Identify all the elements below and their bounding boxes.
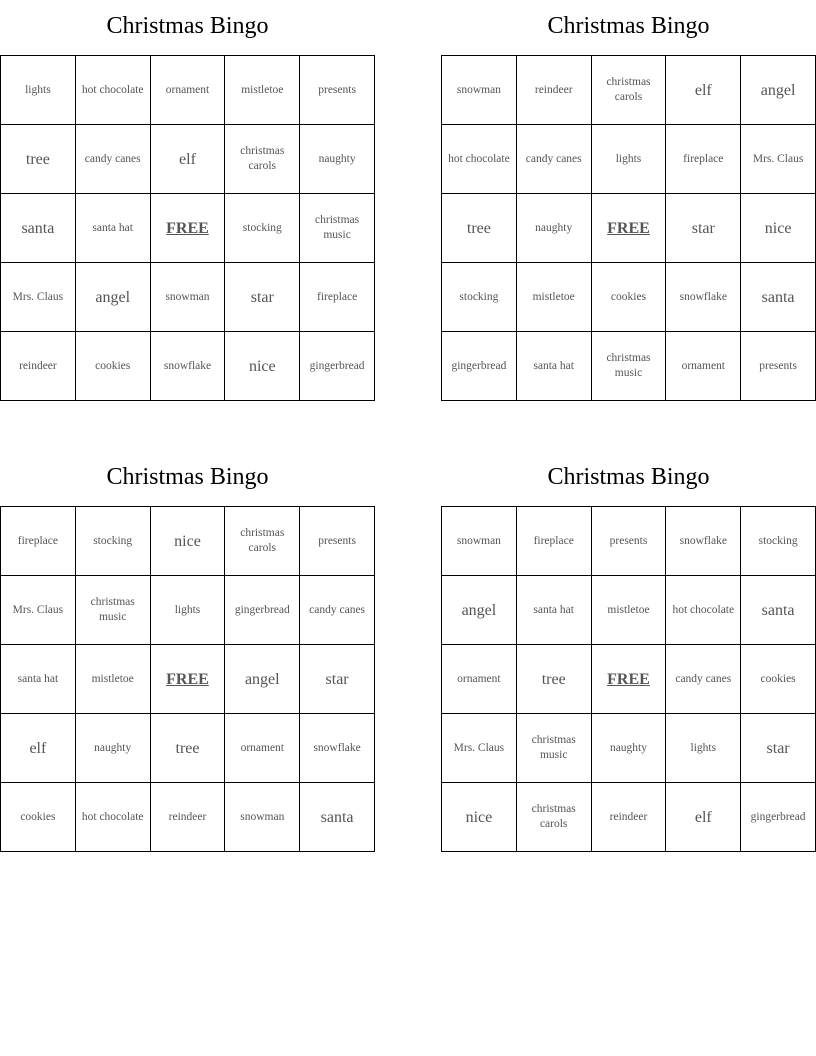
bingo-cell: fireplace — [666, 125, 741, 194]
bingo-cell: candy canes — [300, 576, 375, 645]
bingo-cell: christmas music — [516, 714, 591, 783]
bingo-cell: stocking — [225, 194, 300, 263]
bingo-cell: stocking — [75, 507, 150, 576]
free-space-cell: FREE — [150, 645, 225, 714]
bingo-cell: Mrs. Claus — [1, 263, 76, 332]
bingo-cell: stocking — [741, 507, 816, 576]
bingo-row — [1, 714, 375, 783]
bingo-cell: gingerbread — [300, 332, 375, 401]
bingo-row — [442, 645, 816, 714]
bingo-cell: santa hat — [516, 576, 591, 645]
card-title: Christmas Bingo — [547, 464, 710, 490]
bingo-cell: naughty — [300, 125, 375, 194]
bingo-row — [442, 507, 816, 576]
bingo-cell: fireplace — [300, 263, 375, 332]
bingo-cell: christmas music — [300, 194, 375, 263]
bingo-cell: christmas carols — [225, 125, 300, 194]
bingo-cell: nice — [150, 507, 225, 576]
free-space-cell: FREE — [591, 194, 666, 263]
card-title: Christmas Bingo — [106, 464, 269, 490]
bingo-cell: mistletoe — [591, 576, 666, 645]
bingo-cell: fireplace — [1, 507, 76, 576]
bingo-cell: fireplace — [516, 507, 591, 576]
bingo-cell: christmas music — [591, 332, 666, 401]
bingo-cell: ornament — [225, 714, 300, 783]
bingo-row — [1, 576, 375, 645]
bingo-cell: presents — [591, 507, 666, 576]
bingo-cell: christmas carols — [516, 783, 591, 852]
bingo-row — [442, 332, 816, 401]
bingo-cell: hot chocolate — [75, 56, 150, 125]
bingo-cell: angel — [225, 645, 300, 714]
bingo-row — [1, 645, 375, 714]
bingo-row — [1, 263, 375, 332]
bingo-cell: ornament — [442, 645, 517, 714]
bingo-cell: Mrs. Claus — [1, 576, 76, 645]
bingo-cell: christmas music — [75, 576, 150, 645]
bingo-cell: elf — [1, 714, 76, 783]
bingo-cell: nice — [442, 783, 517, 852]
bingo-cell: reindeer — [591, 783, 666, 852]
bingo-row — [1, 125, 375, 194]
free-space-cell: FREE — [591, 645, 666, 714]
bingo-cell: nice — [225, 332, 300, 401]
bingo-cell: Mrs. Claus — [442, 714, 517, 783]
bingo-grid — [441, 506, 816, 852]
bingo-cell: presents — [300, 56, 375, 125]
bingo-cell: cookies — [1, 783, 76, 852]
bingo-cell: naughty — [591, 714, 666, 783]
bingo-row — [1, 56, 375, 125]
bingo-cell: reindeer — [1, 332, 76, 401]
bingo-cell: christmas carols — [225, 507, 300, 576]
bingo-cell: reindeer — [150, 783, 225, 852]
bingo-cell: gingerbread — [741, 783, 816, 852]
bingo-cell: santa — [741, 263, 816, 332]
bingo-cell: hot chocolate — [75, 783, 150, 852]
card-title: Christmas Bingo — [547, 13, 710, 39]
bingo-cell: lights — [1, 56, 76, 125]
bingo-cell: elf — [666, 783, 741, 852]
bingo-cell: mistletoe — [225, 56, 300, 125]
bingo-cell: presents — [300, 507, 375, 576]
bingo-cell: angel — [741, 56, 816, 125]
bingo-cell: tree — [1, 125, 76, 194]
bingo-cell: hot chocolate — [442, 125, 517, 194]
bingo-cell: mistletoe — [75, 645, 150, 714]
bingo-row — [442, 194, 816, 263]
bingo-cell: ornament — [150, 56, 225, 125]
bingo-cell: santa — [1, 194, 76, 263]
bingo-cell: angel — [75, 263, 150, 332]
bingo-cell: christmas carols — [591, 56, 666, 125]
bingo-cell: stocking — [442, 263, 517, 332]
bingo-cell: hot chocolate — [666, 576, 741, 645]
bingo-cell: snowflake — [300, 714, 375, 783]
bingo-cell: snowflake — [150, 332, 225, 401]
free-space-cell: FREE — [150, 194, 225, 263]
bingo-cell: star — [300, 645, 375, 714]
bingo-row — [442, 263, 816, 332]
bingo-cell: santa — [300, 783, 375, 852]
bingo-cell: cookies — [741, 645, 816, 714]
bingo-cell: snowflake — [666, 507, 741, 576]
bingo-row — [1, 783, 375, 852]
bingo-cell: snowman — [225, 783, 300, 852]
bingo-cell: naughty — [75, 714, 150, 783]
bingo-row — [442, 783, 816, 852]
bingo-row — [1, 507, 375, 576]
bingo-cell: nice — [741, 194, 816, 263]
bingo-cell: star — [225, 263, 300, 332]
bingo-cell: ornament — [666, 332, 741, 401]
bingo-row — [442, 714, 816, 783]
bingo-row — [1, 194, 375, 263]
bingo-grid — [0, 506, 375, 852]
bingo-cell: mistletoe — [516, 263, 591, 332]
bingo-grid — [441, 55, 816, 401]
bingo-cell: candy canes — [516, 125, 591, 194]
bingo-cell: candy canes — [666, 645, 741, 714]
bingo-cell: candy canes — [75, 125, 150, 194]
bingo-cell: snowman — [442, 56, 517, 125]
bingo-cell: santa — [741, 576, 816, 645]
bingo-cell: gingerbread — [225, 576, 300, 645]
bingo-cell: cookies — [75, 332, 150, 401]
bingo-cell: lights — [591, 125, 666, 194]
bingo-row — [442, 125, 816, 194]
bingo-cell: tree — [442, 194, 517, 263]
card-title: Christmas Bingo — [106, 13, 269, 39]
bingo-cell: Mrs. Claus — [741, 125, 816, 194]
bingo-cell: presents — [741, 332, 816, 401]
bingo-grid — [0, 55, 375, 401]
bingo-row — [442, 56, 816, 125]
bingo-cell: snowflake — [666, 263, 741, 332]
bingo-cell: star — [741, 714, 816, 783]
bingo-row — [1, 332, 375, 401]
bingo-cell: naughty — [516, 194, 591, 263]
bingo-cell: lights — [666, 714, 741, 783]
bingo-cell: angel — [442, 576, 517, 645]
bingo-cell: elf — [150, 125, 225, 194]
bingo-cell: reindeer — [516, 56, 591, 125]
bingo-cell: tree — [150, 714, 225, 783]
bingo-cell: cookies — [591, 263, 666, 332]
bingo-cell: gingerbread — [442, 332, 517, 401]
bingo-row — [442, 576, 816, 645]
bingo-cell: elf — [666, 56, 741, 125]
bingo-cell: star — [666, 194, 741, 263]
bingo-cell: snowman — [150, 263, 225, 332]
bingo-cell: santa hat — [75, 194, 150, 263]
bingo-cell: santa hat — [1, 645, 76, 714]
bingo-cell: santa hat — [516, 332, 591, 401]
bingo-cell: tree — [516, 645, 591, 714]
bingo-cell: snowman — [442, 507, 517, 576]
bingo-cell: lights — [150, 576, 225, 645]
